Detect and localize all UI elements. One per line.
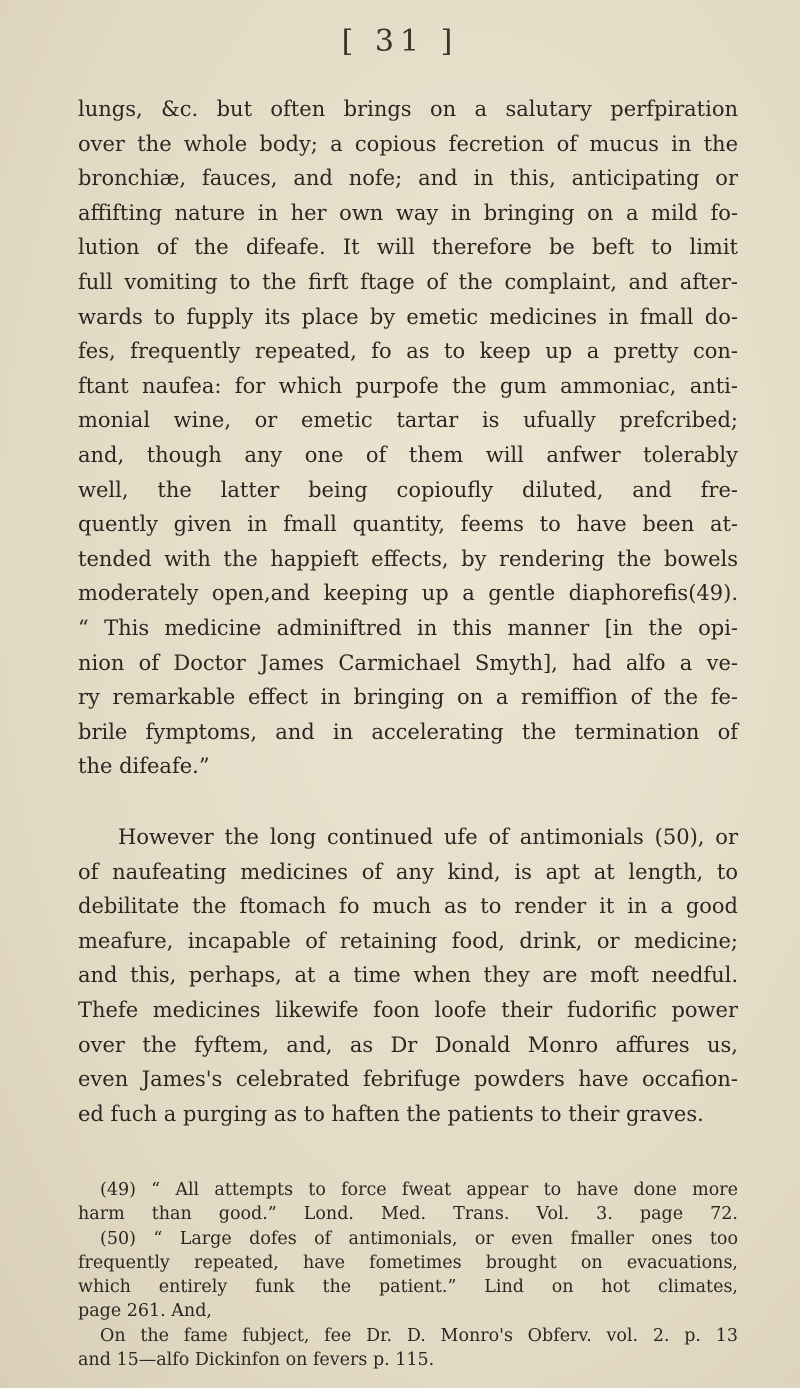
footnote-line: (50) “ Large dofes of antimonials, or even fmaller ones too	[100, 1228, 738, 1249]
text-line: bronchiæ, fauces, and nofe; and in this, anticipating or	[78, 166, 738, 191]
footnote-line: On the fame fubject, fee Dr. D. Monro's Obferv. vol. 2. p. 13	[100, 1325, 738, 1346]
footnote-line: (49) “ All attempts to force fweat appear to have done more	[100, 1180, 738, 1200]
page-number: [ 31 ]	[341, 24, 459, 59]
text-line: moderately open,and keeping up a gentle diaphorefis(49).	[78, 581, 738, 606]
text-line: debilitate the ftomach fo much as to render it in a good	[78, 894, 738, 919]
text-line: full vomiting to the firft ftage of the complaint, and after-	[78, 269, 738, 294]
text-line: lution of the difeafe. It will therefore be beft to limit	[78, 235, 738, 260]
text-line: However the long continued ufe of antimonials (50), or	[118, 825, 738, 849]
text-line: over the whole body; a copious fecretion of mucus in the	[78, 131, 738, 156]
paragraph-2	[78, 820, 738, 1131]
text-line: quently given in fmall quantity, feems to have been at-	[78, 512, 738, 537]
text-line: ry remarkable effect in bringing on a remiffion of the fe-	[78, 685, 738, 710]
footnote-line: harm than good.” Lond. Med. Trans. Vol. 3. page 72.	[78, 1204, 738, 1225]
footnote-line: which entirely funk the patient.” Lind on hot climates,	[78, 1277, 738, 1298]
footnote-line: and 15—alfo Dickinfon on fevers p. 115.	[78, 1350, 435, 1371]
text-line: wards to fupply its place by emetic medicines in fmall do-	[78, 304, 738, 329]
text-line: and, though any one of them will anfwer tolerably	[78, 442, 738, 467]
text-line: over the fyftem, and, as Dr Donald Monro affures us,	[78, 1032, 738, 1057]
paragraph-1	[78, 92, 738, 784]
text-line: brile fymptoms, and in accelerating the termination of	[78, 719, 738, 744]
text-line: even James's celebrated febrifuge powders have occafion-	[78, 1067, 738, 1092]
text-line: nion of Doctor James Carmichael Smyth], had alfo a ve-	[78, 650, 738, 675]
text-line: the difeafe.”	[78, 754, 210, 779]
text-line: and this, perhaps, at a time when they are moft needful.	[78, 963, 738, 988]
text-line: meafure, incapable of retaining food, drink, or medicine;	[78, 928, 738, 953]
text-line: ed fuch a purging as to haften the patients to their graves.	[78, 1101, 704, 1126]
footnotes	[78, 1178, 738, 1372]
text-line: of naufeating medicines of any kind, is apt at length, to	[78, 859, 738, 884]
footnote-line: frequently repeated, have fometimes brought on evacuations,	[78, 1252, 738, 1273]
text-line: tended with the happieft effects, by rendering the bowels	[78, 546, 738, 571]
text-line: ftant naufea: for which purpofe the gum ammoniac, anti-	[78, 373, 738, 398]
text-line: monial wine, or emetic tartar is ufually prefcribed;	[78, 408, 738, 433]
text-line: Thefe medicines likewife foon loofe their fudorific power	[78, 997, 738, 1022]
footnote-line: page 261. And,	[78, 1301, 212, 1322]
text-line: lungs, &c. but often brings on a salutary perfpiration	[78, 97, 738, 121]
text-line: fes, frequently repeated, fo as to keep up a pretty con-	[78, 339, 738, 364]
text-line: well, the latter being copioufly diluted, and fre-	[78, 477, 738, 502]
text-line: “ This medicine adminiftred in this manner [in the opi-	[78, 615, 738, 640]
text-line: affifting nature in her own way in bringing on a mild fo-	[78, 200, 738, 225]
